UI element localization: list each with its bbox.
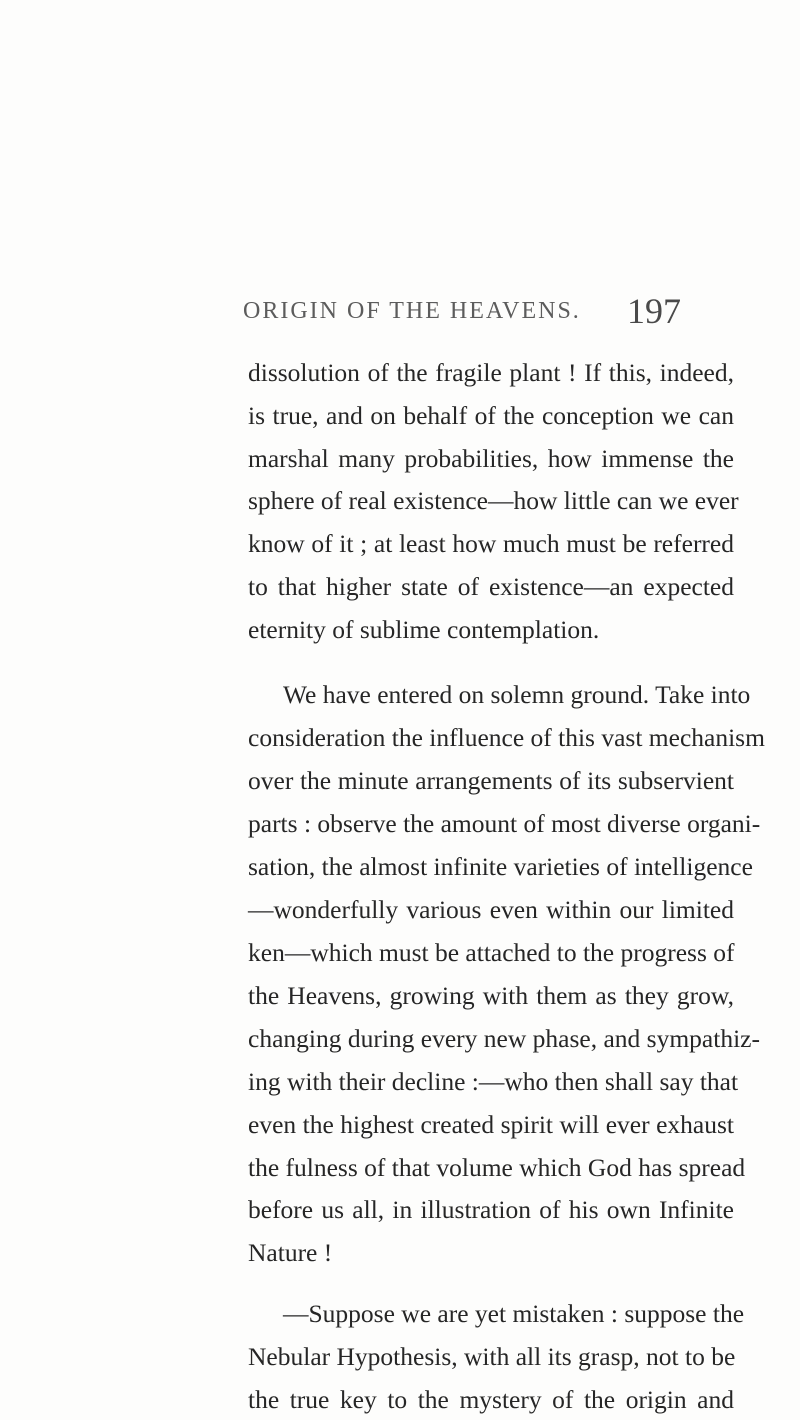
text-line: to that higher state of existence—an expected — [248, 572, 734, 602]
text-line: Nebular Hypothesis, with all its grasp, not to be — [248, 1341, 736, 1371]
text-line: ing with their decline :—who then shall say that — [248, 1066, 739, 1096]
text-line: the true key to the mystery of the origin and — [248, 1385, 734, 1414]
text-line: know of it ; at least how much must be referred — [248, 529, 734, 559]
text-line: —wonderfully various even within our limited — [248, 894, 734, 924]
text-line: eternity of sublime contemplation. — [248, 615, 600, 645]
text-line: Nature ! — [248, 1238, 333, 1268]
text-line: sation, the almost infinite varieties of intelligence — [248, 851, 753, 881]
text-line: parts : observe the amount of most diverse organi- — [248, 808, 761, 838]
text-line: sphere of real existence—how little can we ever — [248, 486, 739, 516]
text-line: the fulness of that volume which God has spread — [248, 1153, 746, 1183]
text-line: consideration the influence of this vast mechanism — [248, 722, 765, 752]
running-head — [0, 291, 800, 338]
text-line: even the highest created spirit will ever exhaust — [248, 1110, 734, 1139]
running-title: ORIGIN OF THE HEAVENS. — [243, 298, 581, 324]
text-line: We have entered on solemn ground. Take into — [283, 679, 751, 709]
text-line: before us all, in illustration of his own Infinite — [248, 1195, 734, 1225]
text-line: —Suppose we are yet mistaken : suppose the — [283, 1298, 745, 1328]
text-line: is true, and on behalf of the conception we can — [248, 401, 734, 431]
text-line: over the minute arrangements of its subservient — [248, 765, 734, 795]
text-line: marshal many probabilities, how immense the — [248, 444, 734, 474]
text-line: ken—which must be attached to the progress of — [248, 937, 735, 967]
page-number: 197 — [627, 291, 681, 331]
text-line: changing during every new phase, and sympathiz- — [248, 1023, 760, 1053]
text-line: dissolution of the fragile plant ! If this, indeed, — [248, 358, 734, 387]
text-line: the Heavens, growing with them as they grow, — [248, 980, 734, 1010]
